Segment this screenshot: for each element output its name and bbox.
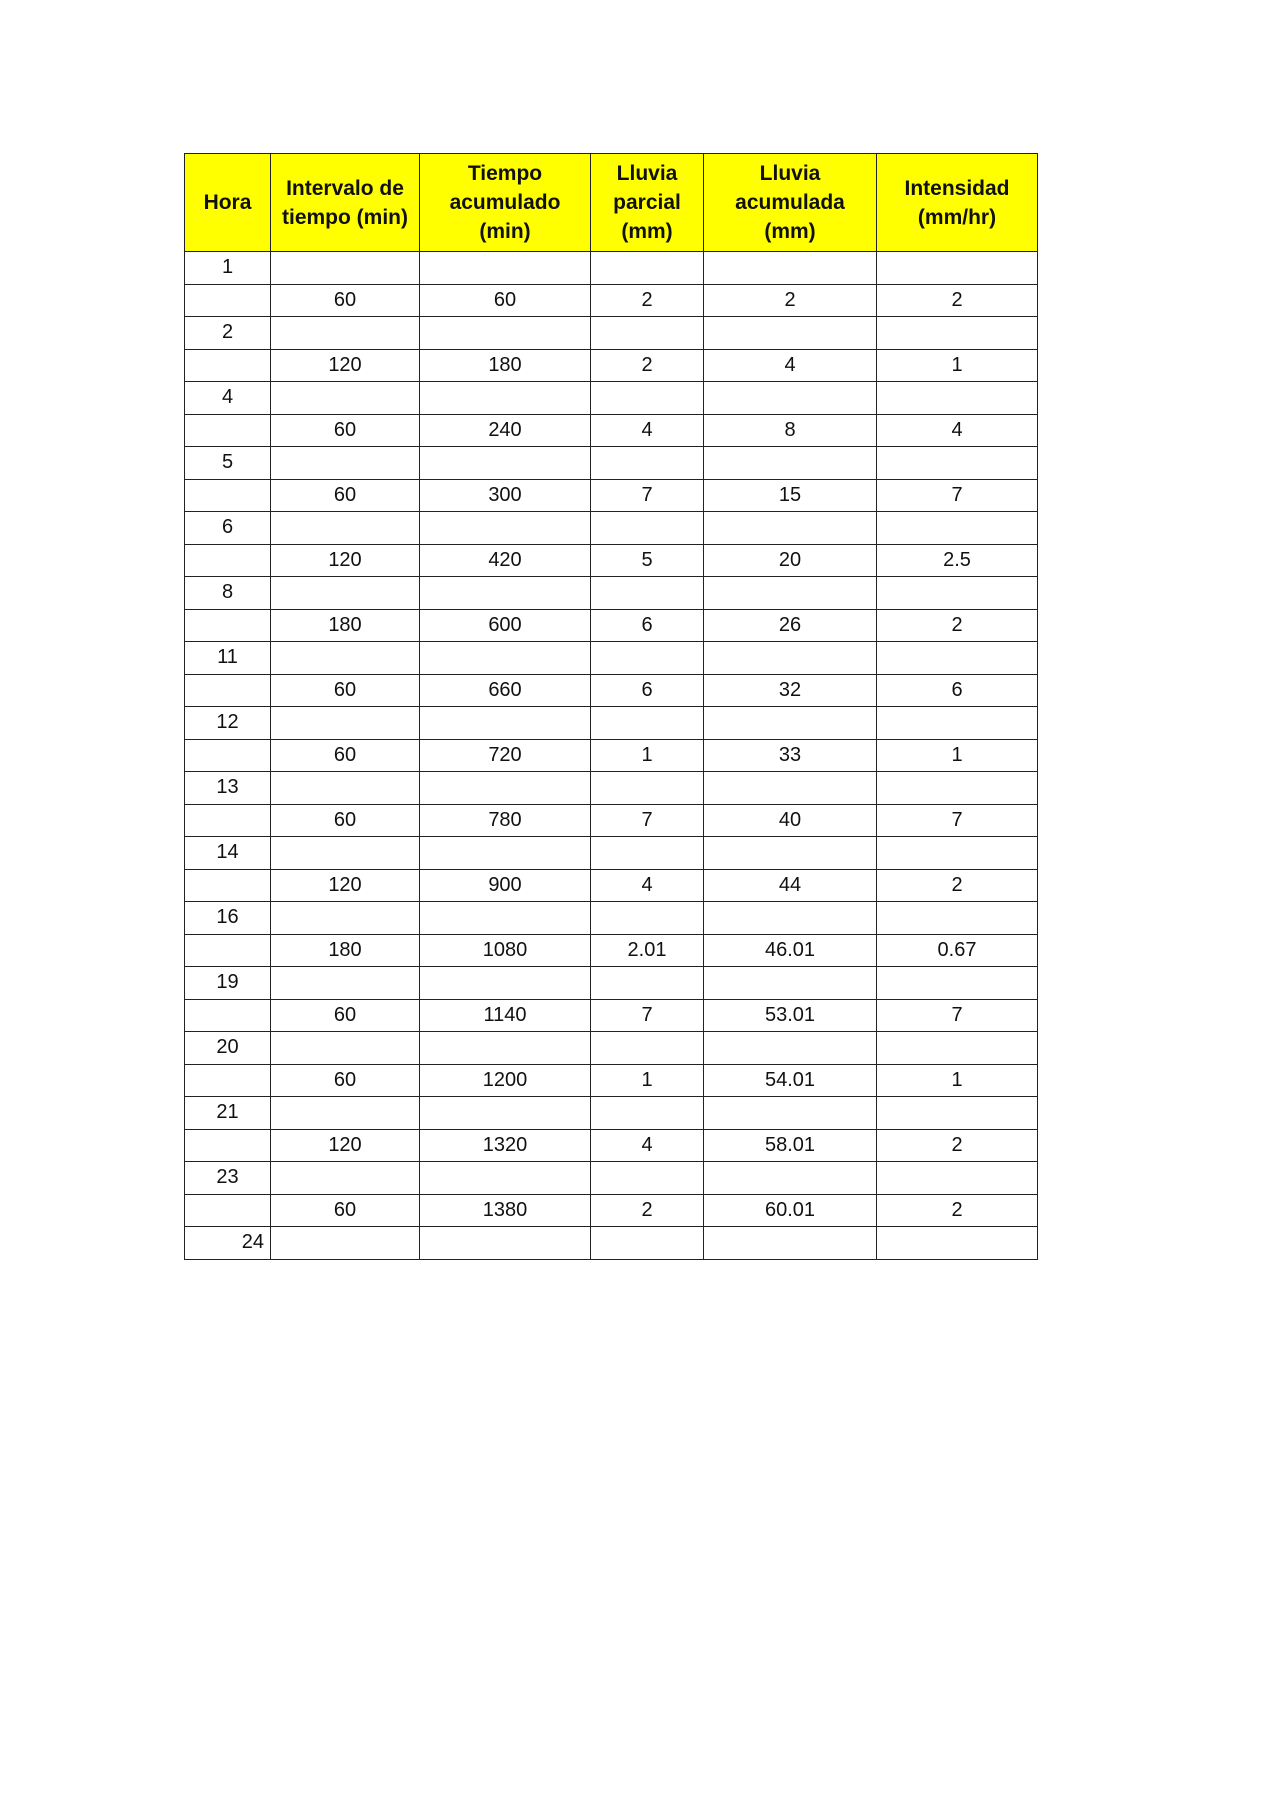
lluvia-acumulada-cell: 4 [704, 349, 877, 382]
hora-cell [185, 284, 271, 317]
lluvia-parcial-cell: 4 [591, 1129, 704, 1162]
table-row [185, 902, 1038, 935]
lluvia-acumulada-cell: 8 [704, 414, 877, 447]
hora-cell: 14 [185, 837, 271, 870]
lluvia-acumulada-cell [704, 772, 877, 805]
tiempo-acumulado-cell: 720 [420, 739, 591, 772]
hora-cell [185, 349, 271, 382]
table-row [185, 447, 1038, 480]
table-row [185, 284, 1038, 317]
hora-cell: 8 [185, 577, 271, 610]
intensidad-cell [877, 1162, 1038, 1195]
table-row [185, 869, 1038, 902]
lluvia-acumulada-cell [704, 707, 877, 740]
intensidad-cell: 7 [877, 804, 1038, 837]
tiempo-acumulado-cell [420, 577, 591, 610]
intensidad-cell [877, 1032, 1038, 1065]
hora-cell [185, 479, 271, 512]
table-row [185, 1227, 1038, 1260]
header-lluvia-parcial [591, 154, 704, 252]
lluvia-parcial-cell [591, 772, 704, 805]
lluvia-acumulada-cell [704, 1032, 877, 1065]
intensidad-cell: 1 [877, 1064, 1038, 1097]
tiempo-acumulado-cell [420, 252, 591, 285]
table-row [185, 512, 1038, 545]
table-row [185, 1032, 1038, 1065]
hora-cell: 5 [185, 447, 271, 480]
hora-cell: 1 [185, 252, 271, 285]
table-row [185, 1064, 1038, 1097]
intensidad-cell [877, 707, 1038, 740]
hora-cell [185, 544, 271, 577]
table-row [185, 674, 1038, 707]
lluvia-acumulada-cell: 54.01 [704, 1064, 877, 1097]
hora-cell [185, 934, 271, 967]
tiempo-acumulado-cell [420, 512, 591, 545]
intervalo-cell [271, 252, 420, 285]
table-row [185, 317, 1038, 350]
tiempo-acumulado-cell: 600 [420, 609, 591, 642]
lluvia-acumulada-cell: 46.01 [704, 934, 877, 967]
intensidad-cell [877, 967, 1038, 1000]
lluvia-acumulada-cell: 60.01 [704, 1194, 877, 1227]
tiempo-acumulado-cell: 1080 [420, 934, 591, 967]
intensidad-cell: 7 [877, 479, 1038, 512]
intervalo-cell [271, 1032, 420, 1065]
lluvia-parcial-cell: 7 [591, 804, 704, 837]
hora-cell: 21 [185, 1097, 271, 1130]
lluvia-parcial-cell [591, 902, 704, 935]
header-intensidad [877, 154, 1038, 252]
lluvia-parcial-cell: 6 [591, 609, 704, 642]
lluvia-parcial-cell: 4 [591, 869, 704, 902]
table-row [185, 1194, 1038, 1227]
lluvia-acumulada-cell: 53.01 [704, 999, 877, 1032]
lluvia-parcial-cell: 4 [591, 414, 704, 447]
lluvia-acumulada-cell: 40 [704, 804, 877, 837]
table-row [185, 414, 1038, 447]
lluvia-parcial-cell: 2 [591, 349, 704, 382]
table-row [185, 707, 1038, 740]
intervalo-cell: 60 [271, 804, 420, 837]
intervalo-cell: 60 [271, 999, 420, 1032]
tiempo-acumulado-cell: 240 [420, 414, 591, 447]
hora-cell: 6 [185, 512, 271, 545]
header-line: (mm/hr) [917, 205, 997, 229]
tiempo-acumulado-cell: 900 [420, 869, 591, 902]
lluvia-acumulada-cell: 33 [704, 739, 877, 772]
intensidad-cell: 0.67 [877, 934, 1038, 967]
intensidad-cell: 1 [877, 739, 1038, 772]
intervalo-cell [271, 512, 420, 545]
hora-cell: 19 [185, 967, 271, 1000]
header-line: (min) [479, 220, 531, 243]
tiempo-acumulado-cell: 1380 [420, 1194, 591, 1227]
intensidad-cell: 2 [877, 609, 1038, 642]
tiempo-acumulado-cell: 180 [420, 349, 591, 382]
intensidad-cell: 4 [877, 414, 1038, 447]
hora-cell [185, 999, 271, 1032]
header-hora [185, 154, 271, 252]
intensidad-cell: 2 [877, 1194, 1038, 1227]
lluvia-parcial-cell [591, 1227, 704, 1260]
lluvia-parcial-cell [591, 1162, 704, 1195]
intensidad-cell: 2 [877, 1129, 1038, 1162]
header-line: parcial [613, 191, 681, 214]
lluvia-parcial-cell: 5 [591, 544, 704, 577]
lluvia-acumulada-cell [704, 837, 877, 870]
intensidad-cell [877, 1227, 1038, 1260]
intensidad-cell [877, 902, 1038, 935]
hora-cell: 16 [185, 902, 271, 935]
hora-cell: 13 [185, 772, 271, 805]
table-row [185, 772, 1038, 805]
hora-cell [185, 739, 271, 772]
lluvia-acumulada-cell [704, 382, 877, 415]
lluvia-parcial-cell [591, 1097, 704, 1130]
intervalo-cell: 60 [271, 739, 420, 772]
intensidad-cell [877, 642, 1038, 675]
intervalo-cell [271, 577, 420, 610]
lluvia-parcial-cell [591, 447, 704, 480]
lluvia-acumulada-cell [704, 902, 877, 935]
tiempo-acumulado-cell: 300 [420, 479, 591, 512]
intervalo-cell [271, 837, 420, 870]
lluvia-acumulada-cell [704, 317, 877, 350]
table-row [185, 642, 1038, 675]
hora-cell: 12 [185, 707, 271, 740]
header-row [185, 154, 1038, 252]
tiempo-acumulado-cell [420, 382, 591, 415]
tiempo-acumulado-cell [420, 772, 591, 805]
intervalo-cell [271, 1097, 420, 1130]
table-row [185, 252, 1038, 285]
tiempo-acumulado-cell: 60 [420, 284, 591, 317]
intensidad-cell: 7 [877, 999, 1038, 1032]
header-line: Intervalo de [286, 176, 404, 200]
hora-cell [185, 1194, 271, 1227]
tiempo-acumulado-cell [420, 1162, 591, 1195]
tiempo-acumulado-cell [420, 1032, 591, 1065]
hora-cell [185, 804, 271, 837]
tiempo-acumulado-cell: 660 [420, 674, 591, 707]
lluvia-parcial-cell [591, 382, 704, 415]
hora-cell: 2 [185, 317, 271, 350]
lluvia-parcial-cell [591, 1032, 704, 1065]
lluvia-acumulada-cell [704, 252, 877, 285]
lluvia-acumulada-cell: 44 [704, 869, 877, 902]
lluvia-parcial-cell: 1 [591, 739, 704, 772]
intervalo-cell [271, 707, 420, 740]
lluvia-acumulada-cell [704, 1162, 877, 1195]
intensidad-cell [877, 577, 1038, 610]
table-row [185, 544, 1038, 577]
table-row [185, 382, 1038, 415]
table-row [185, 609, 1038, 642]
lluvia-acumulada-cell [704, 447, 877, 480]
hora-cell [185, 414, 271, 447]
intervalo-cell: 180 [271, 934, 420, 967]
hora-cell: 4 [185, 382, 271, 415]
intervalo-cell [271, 447, 420, 480]
intervalo-cell [271, 902, 420, 935]
table-row [185, 739, 1038, 772]
table-row [185, 804, 1038, 837]
hora-cell: 24 [185, 1227, 271, 1260]
lluvia-acumulada-cell: 58.01 [704, 1129, 877, 1162]
intensidad-cell: 6 [877, 674, 1038, 707]
intervalo-cell [271, 642, 420, 675]
intervalo-cell [271, 1227, 420, 1260]
tiempo-acumulado-cell [420, 1097, 591, 1130]
header-intervalo-de-tiempo [271, 154, 420, 252]
header-line: acumulado [449, 191, 561, 214]
intervalo-cell: 60 [271, 284, 420, 317]
rainfall-table [184, 153, 1038, 1260]
header-line: (mm) [764, 220, 816, 243]
intervalo-cell [271, 382, 420, 415]
lluvia-acumulada-cell [704, 1097, 877, 1130]
lluvia-parcial-cell [591, 967, 704, 1000]
tiempo-acumulado-cell: 1140 [420, 999, 591, 1032]
tiempo-acumulado-cell [420, 317, 591, 350]
tiempo-acumulado-cell: 780 [420, 804, 591, 837]
tiempo-acumulado-cell: 420 [420, 544, 591, 577]
intensidad-cell [877, 382, 1038, 415]
tiempo-acumulado-cell [420, 1227, 591, 1260]
lluvia-acumulada-cell: 32 [704, 674, 877, 707]
lluvia-acumulada-cell [704, 1227, 877, 1260]
lluvia-acumulada-cell [704, 967, 877, 1000]
lluvia-parcial-cell: 7 [591, 479, 704, 512]
intervalo-cell [271, 772, 420, 805]
lluvia-acumulada-cell: 26 [704, 609, 877, 642]
tiempo-acumulado-cell [420, 837, 591, 870]
tiempo-acumulado-cell [420, 707, 591, 740]
hora-cell [185, 869, 271, 902]
table-row [185, 349, 1038, 382]
table-row [185, 837, 1038, 870]
hora-cell [185, 609, 271, 642]
intervalo-cell: 120 [271, 544, 420, 577]
table-row [185, 1129, 1038, 1162]
intervalo-cell: 60 [271, 1064, 420, 1097]
header-line: (mm) [621, 220, 673, 243]
table-body [185, 252, 1038, 1260]
header-line: Tiempo [467, 162, 543, 185]
header-line: Hora [203, 191, 252, 214]
intensidad-cell [877, 447, 1038, 480]
table-row [185, 577, 1038, 610]
lluvia-parcial-cell [591, 252, 704, 285]
table-row [185, 967, 1038, 1000]
intervalo-cell: 120 [271, 349, 420, 382]
tiempo-acumulado-cell: 1320 [420, 1129, 591, 1162]
intensidad-cell [877, 512, 1038, 545]
lluvia-parcial-cell [591, 642, 704, 675]
lluvia-acumulada-cell [704, 642, 877, 675]
table-row [185, 999, 1038, 1032]
lluvia-acumulada-cell: 20 [704, 544, 877, 577]
intervalo-cell: 60 [271, 479, 420, 512]
intervalo-cell: 180 [271, 609, 420, 642]
lluvia-parcial-cell: 2.01 [591, 934, 704, 967]
hora-cell [185, 674, 271, 707]
intensidad-cell: 2 [877, 869, 1038, 902]
intensidad-cell [877, 1097, 1038, 1130]
intensidad-cell: 2 [877, 284, 1038, 317]
header-line: acumulada [735, 191, 845, 214]
intensidad-cell: 1 [877, 349, 1038, 382]
tiempo-acumulado-cell [420, 902, 591, 935]
header-line: Lluvia [616, 162, 678, 185]
intervalo-cell: 120 [271, 869, 420, 902]
intensidad-cell [877, 772, 1038, 805]
hora-cell: 20 [185, 1032, 271, 1065]
header-line: Intensidad [904, 176, 1010, 200]
table-row [185, 934, 1038, 967]
intervalo-cell: 60 [271, 674, 420, 707]
lluvia-parcial-cell [591, 837, 704, 870]
intensidad-cell [877, 252, 1038, 285]
lluvia-parcial-cell: 6 [591, 674, 704, 707]
lluvia-parcial-cell: 2 [591, 284, 704, 317]
lluvia-parcial-cell [591, 512, 704, 545]
intensidad-cell: 2.5 [877, 544, 1038, 577]
lluvia-parcial-cell: 7 [591, 999, 704, 1032]
hora-cell: 23 [185, 1162, 271, 1195]
hora-cell [185, 1064, 271, 1097]
lluvia-parcial-cell: 2 [591, 1194, 704, 1227]
table-row [185, 479, 1038, 512]
intervalo-cell: 60 [271, 414, 420, 447]
lluvia-parcial-cell [591, 577, 704, 610]
lluvia-acumulada-cell: 15 [704, 479, 877, 512]
tiempo-acumulado-cell [420, 447, 591, 480]
table-row [185, 1162, 1038, 1195]
header-line: tiempo (min) [282, 205, 408, 229]
tiempo-acumulado-cell: 1200 [420, 1064, 591, 1097]
header-lluvia-acumulada [704, 154, 877, 252]
lluvia-acumulada-cell [704, 577, 877, 610]
hora-cell [185, 1129, 271, 1162]
intervalo-cell [271, 317, 420, 350]
intervalo-cell [271, 967, 420, 1000]
intensidad-cell [877, 317, 1038, 350]
lluvia-acumulada-cell: 2 [704, 284, 877, 317]
lluvia-acumulada-cell [704, 512, 877, 545]
intervalo-cell: 60 [271, 1194, 420, 1227]
lluvia-parcial-cell [591, 707, 704, 740]
hora-cell: 11 [185, 642, 271, 675]
tiempo-acumulado-cell [420, 642, 591, 675]
lluvia-parcial-cell [591, 317, 704, 350]
intervalo-cell: 120 [271, 1129, 420, 1162]
table-header [185, 154, 1038, 252]
tiempo-acumulado-cell [420, 967, 591, 1000]
intervalo-cell [271, 1162, 420, 1195]
header-line: Lluvia [759, 162, 821, 185]
table-row [185, 1097, 1038, 1130]
intensidad-cell [877, 837, 1038, 870]
header-tiempo-acumulado [420, 154, 591, 252]
lluvia-parcial-cell: 1 [591, 1064, 704, 1097]
